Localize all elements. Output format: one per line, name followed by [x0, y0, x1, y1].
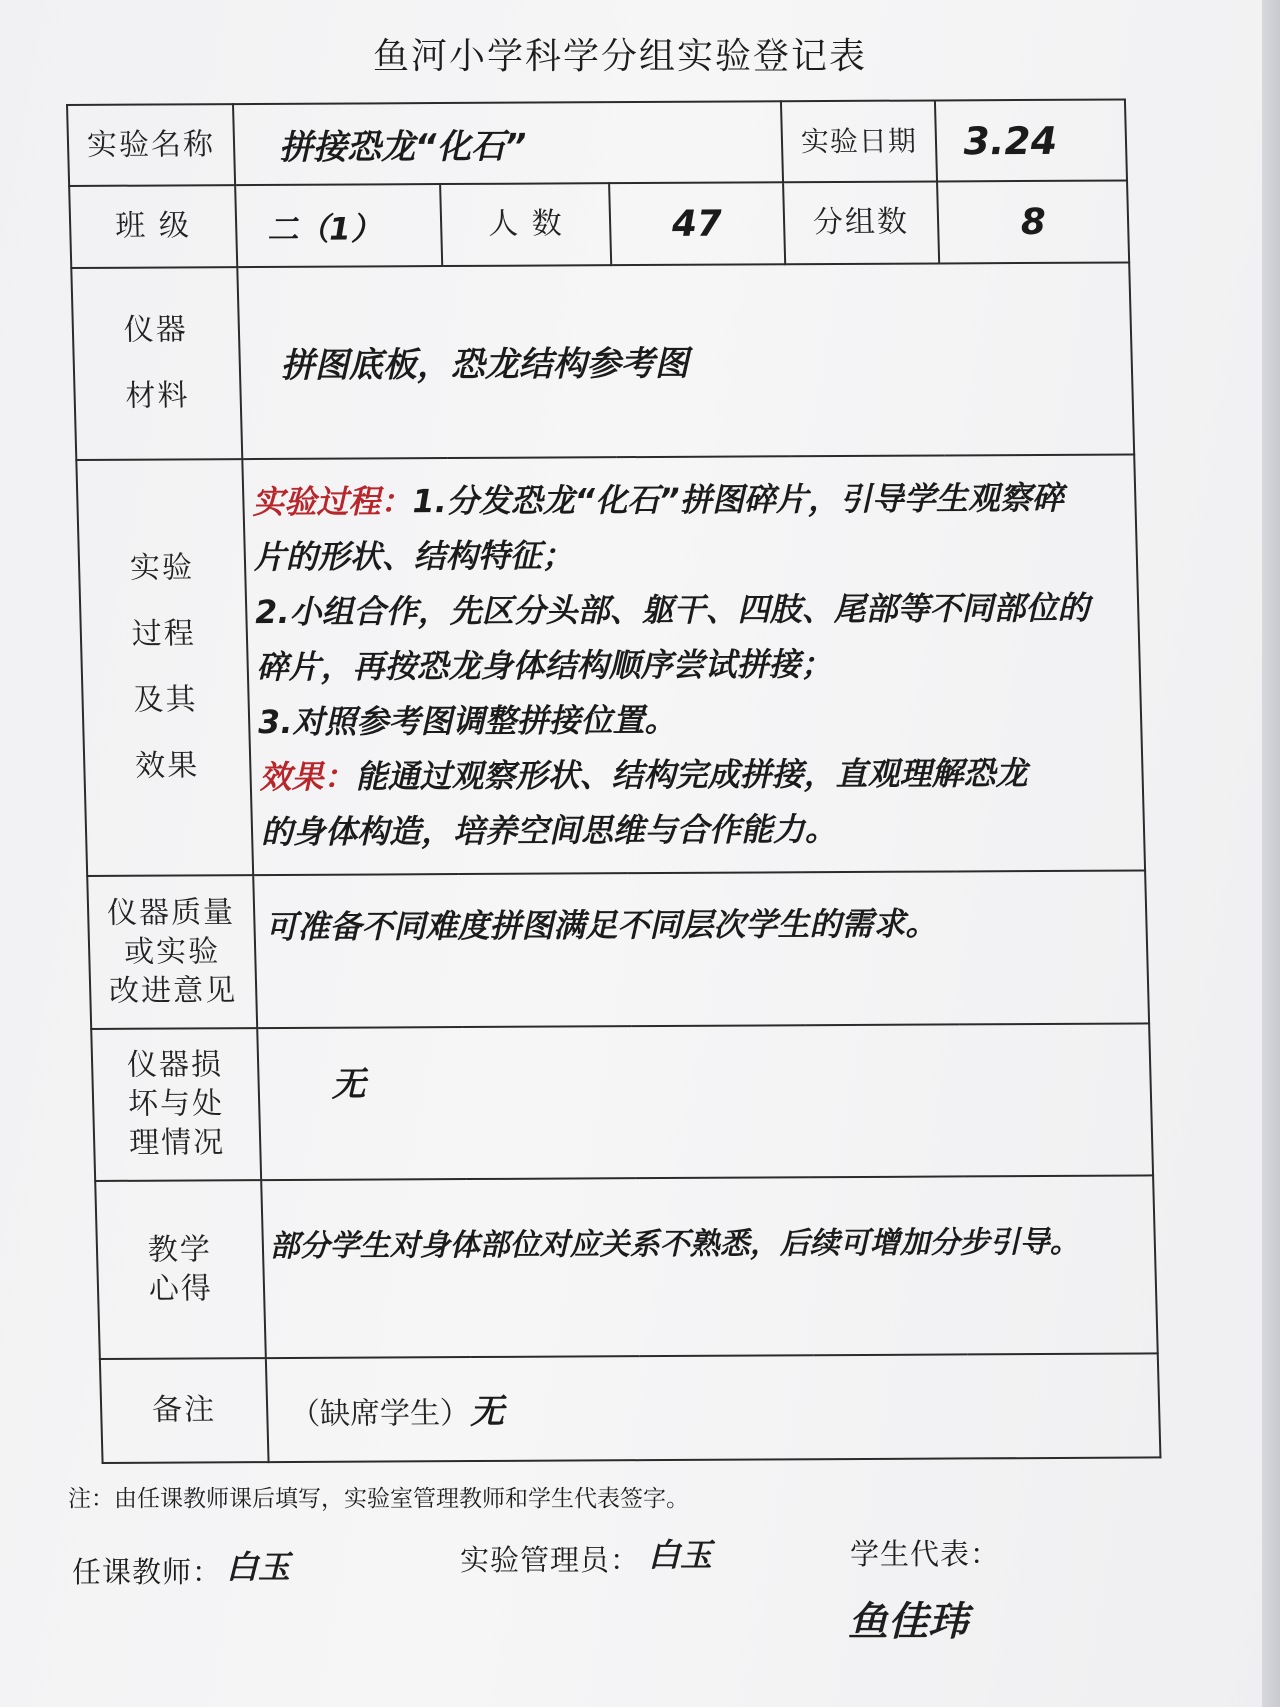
- quality-label: [87, 875, 257, 1028]
- damage-label-line3: 理情况: [128, 1125, 226, 1162]
- row-remarks: [100, 1353, 1161, 1463]
- equipment-value: 拼图底板，恐龙结构参考图: [237, 262, 1134, 459]
- quality-value: 可准备不同难度拼图满足不同层次学生的需求。: [253, 871, 1149, 1028]
- effect-text-1: 能通过观察形状、结构完成拼接，直观理解恐龙: [354, 753, 1028, 796]
- process-label: [76, 459, 253, 876]
- experiment-name-label: 实验名称: [67, 104, 235, 186]
- quality-label-line3: 改进意见: [108, 973, 238, 1009]
- process-line-1: [251, 470, 1129, 530]
- experiment-name-value: 拼接恐龙“化石”: [233, 101, 783, 185]
- remarks-value: [266, 1353, 1161, 1462]
- admin-signature: 白玉: [648, 1536, 713, 1574]
- equipment-label-line1: 仪器: [123, 312, 189, 348]
- row-class: [69, 181, 1129, 268]
- registration-table: [66, 98, 1161, 1464]
- process-heading: 实验过程：: [251, 481, 413, 521]
- student-rep-signature: 鱼佳玮: [848, 1599, 968, 1645]
- quality-label-line1: 仪器质量: [106, 895, 236, 931]
- damage-label-line1: 仪器损: [126, 1047, 224, 1084]
- teacher-signature: 白玉: [226, 1548, 291, 1586]
- registration-table-wrapper: [66, 98, 1182, 1494]
- group-count-value: 8: [937, 181, 1129, 263]
- process-line-5: 3.对照参考图调整拼接位置。: [257, 700, 677, 741]
- admin-label: 实验管理员：: [460, 1543, 641, 1577]
- experiment-date-value: 3.24: [935, 99, 1127, 181]
- row-equipment: [71, 262, 1134, 460]
- process-label-line2: 过程: [131, 616, 197, 652]
- effect-line-2: 的身体构造，培养空间思维与合作能力。: [260, 809, 838, 851]
- form-title: 鱼河小学科学分组实验登记表: [372, 36, 867, 77]
- remarks-label: 备注: [100, 1358, 268, 1463]
- effect-line-1: [259, 745, 1137, 805]
- people-count-label: 人 数: [441, 184, 612, 266]
- row-teaching: [95, 1176, 1158, 1359]
- student-rep-label: 学生代表：: [850, 1537, 1001, 1571]
- equipment-label-line2: 材料: [125, 378, 190, 414]
- group-count-label: 分组数: [783, 182, 940, 264]
- damage-label: [91, 1028, 261, 1181]
- experiment-date-label: 实验日期: [780, 100, 937, 182]
- damage-label-line2: 坏与处: [127, 1086, 225, 1123]
- row-damage: [91, 1023, 1153, 1181]
- footer-note: 注：由任课教师课后填写，实验室管理教师和学生代表签字。: [68, 1486, 689, 1512]
- process-label-line4: 效果: [134, 748, 200, 784]
- paper-edge: [1262, 0, 1280, 1707]
- process-line-2: 片的形状、结构特征；: [253, 535, 575, 576]
- quality-label-line2: 或实验: [123, 934, 221, 970]
- teacher-label: 任课教师：: [72, 1555, 223, 1589]
- effect-heading: 效果：: [258, 757, 356, 796]
- teaching-value: 部分学生对身体部位对应关系不熟悉，后续可增加分步引导。: [261, 1176, 1158, 1358]
- equipment-label: [71, 267, 242, 460]
- teaching-label: [95, 1180, 265, 1358]
- remarks-prefix: （缺席学生）: [289, 1396, 471, 1433]
- teaching-label-line1: 教学: [147, 1232, 213, 1268]
- process-label-line3: 及其: [133, 682, 198, 718]
- process-line-3: 2.小组合作，先区分头部、躯干、四肢、尾部等不同部位的: [254, 588, 1090, 631]
- damage-value: 无: [257, 1023, 1153, 1180]
- people-count-value: 47: [609, 183, 784, 265]
- process-label-line1: 实验: [129, 550, 195, 586]
- row-quality: [87, 871, 1149, 1029]
- process-step-1a: 1.分发恐龙“化石”拼图碎片，引导学生观察碎: [411, 478, 1065, 520]
- teaching-label-line2: 心得: [148, 1271, 214, 1307]
- process-line-4: 碎片，再按恐龙身体结构顺序尝试拼接；: [255, 644, 833, 686]
- row-experiment-name: [67, 99, 1127, 186]
- process-content: [242, 454, 1145, 875]
- remarks-handwritten: 无: [469, 1392, 505, 1433]
- row-process: [76, 454, 1145, 876]
- class-value: 二（1）: [235, 184, 443, 266]
- class-label: 班 级: [69, 186, 237, 268]
